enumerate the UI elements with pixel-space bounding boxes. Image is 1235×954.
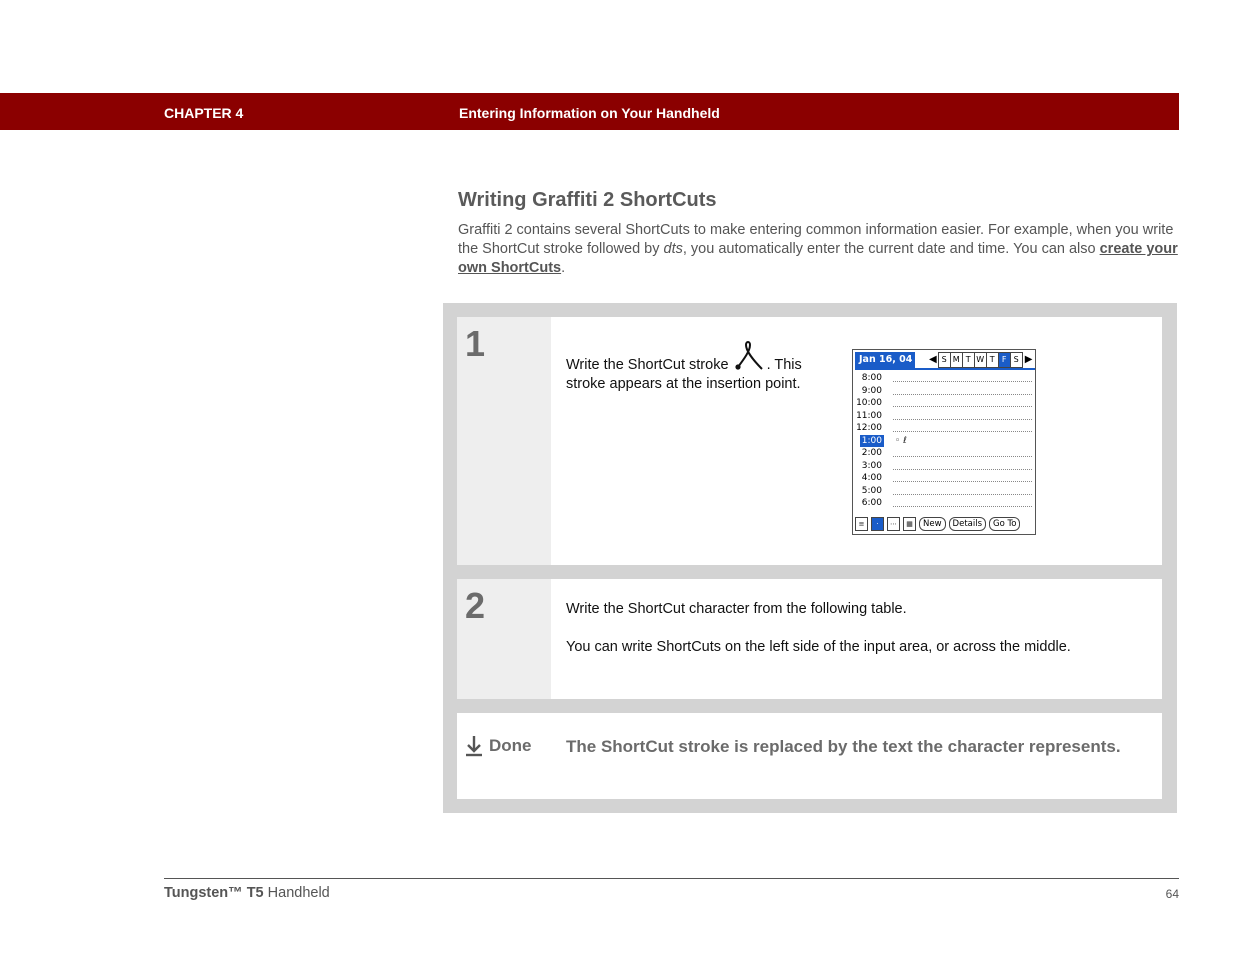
day-view-icon: ≡ — [855, 517, 868, 531]
time-row — [853, 422, 1035, 435]
section-title: Writing Graffiti 2 ShortCuts — [458, 189, 717, 211]
chapter-title: Entering Information on Your Handheld — [459, 105, 720, 121]
details-button: Details — [949, 517, 986, 531]
time-label: 9:00 — [861, 385, 882, 396]
time-slot-line — [893, 419, 1032, 420]
new-button: New — [919, 517, 946, 531]
footer-product — [164, 885, 330, 901]
calendar-day-selector — [927, 352, 1034, 368]
step-2 — [457, 579, 1162, 699]
time-slot-line — [893, 494, 1032, 495]
day-button: S — [1010, 352, 1023, 368]
day-button: W — [974, 352, 987, 368]
time-slot-line — [893, 431, 1032, 432]
step-1-text-before: Write the ShortCut stroke — [566, 357, 729, 373]
intro-text-1: Graffiti 2 contains several ShortCuts to make entering common information easier. For example, when you write the ShortCut stroke followed by — [458, 222, 1174, 257]
time-row — [853, 372, 1035, 385]
time-slot-line — [893, 469, 1032, 470]
step-2-text-2: You can write ShortCuts on the left side of the input area, or across the middle. — [566, 639, 1071, 655]
day-button: T — [962, 352, 975, 368]
calendar-time-rows — [853, 372, 1035, 510]
time-row — [853, 447, 1035, 460]
step-number-column — [457, 317, 551, 565]
day-button: S — [938, 352, 951, 368]
footer-product-rest: Handheld — [263, 885, 330, 901]
time-row — [853, 472, 1035, 485]
footer-rule — [164, 878, 1179, 879]
time-label: 5:00 — [861, 485, 882, 496]
time-slot-line — [893, 506, 1032, 507]
time-label: 2:00 — [861, 448, 882, 458]
time-label: 12:00 — [856, 423, 882, 433]
time-row — [853, 460, 1035, 473]
shortcut-stroke-icon — [734, 339, 766, 373]
time-slot-line — [893, 406, 1032, 407]
time-label: 6:00 — [861, 498, 882, 508]
go-to-button: Go To — [989, 517, 1020, 531]
time-slot-line — [893, 381, 1032, 382]
step-1-text-after: . This stroke appears at the insertion point. — [566, 357, 802, 392]
time-row — [853, 385, 1035, 398]
agenda-view-icon: ▦ — [903, 517, 916, 531]
handheld-calendar-screenshot — [852, 349, 1036, 535]
done-label — [465, 735, 532, 757]
step-number-column — [457, 579, 551, 699]
intro-paragraph — [458, 221, 1178, 278]
day-button-selected: F — [998, 352, 1011, 368]
time-row — [853, 410, 1035, 423]
time-row — [853, 497, 1035, 510]
step-number: 1 — [465, 323, 486, 364]
done-arrow-icon — [465, 735, 483, 757]
intro-text-2: , you automatically enter the current date and time. You can also — [682, 241, 1100, 257]
calendar-toolbar — [855, 517, 1020, 531]
time-label: 11:00 — [856, 410, 882, 421]
chapter-label: CHAPTER 4 — [164, 105, 244, 121]
intro-emphasis: dts — [663, 241, 683, 257]
week-view-icon: · — [871, 517, 884, 531]
calendar-header-underline — [855, 368, 1035, 370]
done-step — [457, 713, 1162, 799]
day-button: T — [986, 352, 999, 368]
create-shortcuts-link[interactable]: create your own ShortCuts — [458, 241, 1178, 276]
time-slot-line — [893, 481, 1032, 482]
intro-text-end: . — [561, 260, 566, 276]
page-number: 64 — [1165, 887, 1179, 901]
done-label-text: Done — [489, 736, 532, 755]
time-row — [853, 485, 1035, 498]
next-week-icon: ▶ — [1024, 354, 1033, 365]
month-view-icon: ⋯ — [887, 517, 900, 531]
time-slot-line — [893, 456, 1032, 457]
step-1 — [457, 317, 1162, 565]
time-label: 8:00 — [861, 373, 882, 383]
calendar-date-label: Jan 16, 04 — [855, 352, 915, 368]
step-2-text-1: Write the ShortCut character from the following table. — [566, 601, 907, 617]
time-row-selected — [853, 435, 1035, 448]
time-label: 4:00 — [861, 473, 882, 483]
done-text: The ShortCut stroke is replaced by the text the character represents. — [566, 737, 1121, 756]
time-row — [853, 397, 1035, 410]
footer-product-bold: Tungsten™ T5 — [164, 885, 264, 901]
day-button: M — [950, 352, 963, 368]
time-label-selected: 1:00 — [861, 435, 882, 446]
shortcut-stroke-mark-icon: ◦ ℓ — [895, 435, 907, 446]
time-slot-line — [893, 394, 1032, 395]
time-label: 10:00 — [856, 398, 882, 408]
step-number: 2 — [465, 585, 486, 626]
previous-week-icon: ◀ — [929, 354, 937, 365]
step-1-text — [566, 339, 826, 394]
time-label: 3:00 — [861, 460, 882, 471]
